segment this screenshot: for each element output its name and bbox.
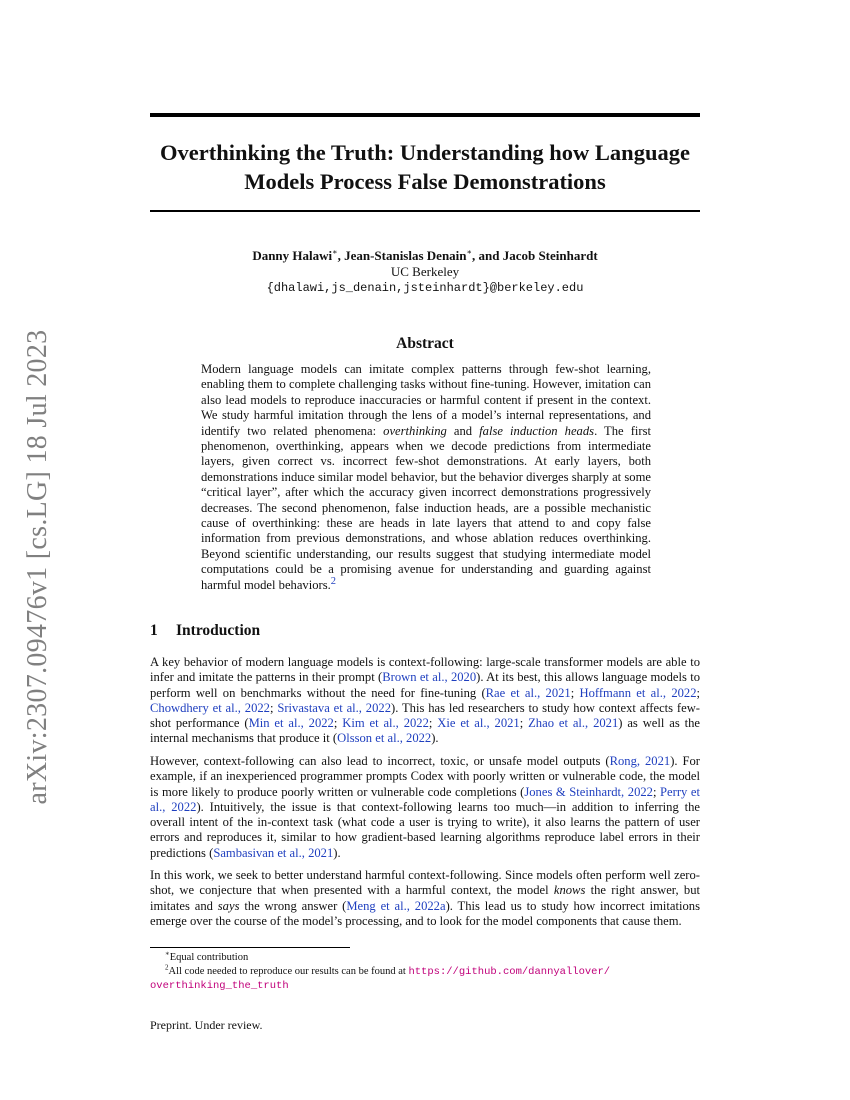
citation-link[interactable]: Rong, 2021 [609,754,671,768]
citation-link[interactable]: Meng et al., 2022a [346,898,446,913]
citation-separator: ; [333,716,343,731]
citation-link[interactable]: Kim et al., 2022 [342,716,429,731]
footnote-mark: ∗ [165,949,170,958]
author-separator: , and [471,248,503,263]
page-footer: Preprint. Under review. [150,1018,263,1032]
paragraph-text: ). Intuitively, the issue is that context-following learns too much—in addition to inferring the overall intent of the in-context task (what code a user is trying to write), it also learns the pattern of user errors and reproduces it, similar to how gradient-based learning algorithms reproduce label errors in their predictions ( [150,799,700,860]
paragraph-text: In this work, we seek to better understand harmful context-following. Since models often perform well zero-shot, we conjecture that when presented with a harmful context, the model [150,868,700,898]
citation-separator: ; [519,716,529,731]
footnote-divider [150,947,350,948]
footnote-text: All code needed to reproduce our results can be found at [168,965,409,977]
intro-paragraph-1 [150,655,700,747]
citation-link[interactable]: Sambasivan et al., 2021 [213,845,334,860]
abstract-emphasis-false-induction-heads: false induction heads [479,423,595,438]
author-2: Jean-Stanislas Denain [344,248,467,263]
paragraph-text: ). This has led researchers to study how context affects few-shot performance ( [150,700,701,731]
citation-separator: ; [428,716,438,731]
citation-link[interactable]: Srivastava et al., 2022 [277,700,391,715]
citation-link[interactable]: Rae et al., 2021 [485,685,571,700]
paragraph-text: A key behavior of modern language models is context-following: large-scale transformer models are able to infer and imitate the patterns in their prompt ( [150,655,700,685]
title-rule-bottom [150,210,700,212]
abstract-emphasis-overthinking: overthinking [383,423,447,438]
citation-separator: ; [269,700,278,715]
title-rule-top [150,113,700,117]
author-3: Jacob Steinhardt [502,248,598,263]
footnote-equal-contribution [150,951,700,965]
footnote-mark: 2 [165,963,169,971]
arxiv-identifier-stamp: arXiv:2307.09476v1 [cs.LG] 18 Jul 2023 [22,329,53,805]
footnote-text: Equal contribution [169,952,249,963]
paragraph-text: ). For example, if an inexperienced programmer prompts Codex with poorly written or vulnerable code, the model is more likely to produce poorly written or vulnerable code completions ( [150,754,700,799]
citation-link[interactable]: Zhao et al., 2021 [528,716,619,731]
intro-paragraph-2 [150,754,700,861]
paper-title: Overthinking the Truth: Understanding how Language Models Process False Demonstrations [160,140,690,194]
section-number: 1 [150,622,158,639]
citation-link[interactable]: Jones & Steinhardt, 2022 [524,784,653,799]
citation-link[interactable]: Olsson et al., 2022 [337,731,432,746]
intro-paragraph-3 [150,868,700,929]
citation-separator: ; [696,685,701,700]
footnotes [150,951,700,994]
affiliation: UC Berkeley [390,264,460,279]
paragraph-text: ). [431,731,439,746]
section-heading-introduction [150,621,260,641]
citation-link[interactable]: Brown et al., 2020 [382,670,477,685]
paragraph-text: ) as well as the internal mechanisms that produce it ( [150,716,700,746]
citation-link[interactable]: Chowdhery et al., 2022 [150,700,270,715]
author-names: Danny Halawi∗, Jean-Stanislas Denain∗, and Jacob Steinhardt [252,247,598,263]
abstract-text-part: Modern language models can imitate complex patterns through few-shot learning, enabling them to complete challenging tasks without fine-tuning. However, imitation can also lead models to reproduce inaccuracies or harmful content if present in the context. We study harmful imitation through the lens of a model’s internal representations, and identify two related phenomena: [201,362,651,438]
footnote-code-link [150,965,700,994]
emphasis-says: says [217,898,240,913]
paragraph-text: the wrong answer ( [239,898,347,913]
author-1: Danny Halawi [252,248,333,263]
paragraph-text: ). This lead us to study how incorrect imitations emerge over the course of the model’s processing, and to look for the model components that cause them. [150,898,701,928]
paragraph-text: ). [333,845,341,860]
paragraph-text: the right answer, but imitates and [150,883,700,913]
abstract-footnote-link[interactable]: 2 [330,575,337,587]
github-url-part: https://github.com/dannyallover/ [408,965,611,978]
author-emails: {dhalawi,js_denain,jsteinhardt}@berkeley.edu [266,281,584,295]
abstract-text-part: and [446,423,480,438]
section-title: Introduction [176,622,261,639]
citation-link[interactable]: Xie et al., 2021 [437,716,520,731]
github-url-part: overthinking_the_truth [150,980,289,992]
paragraph-text: ). At its best, this allows language models to perform well on benchmarks without the need for fine-tuning ( [150,670,701,700]
citation-link[interactable]: Min et al., 2022 [248,716,334,731]
abstract-text-part: . The first phenomenon, overthinking, appears when we decode predictions from intermediate layers, given correct vs. incorrect few-shot demonstrations. At early layers, both demonstrations induce similar model behavior, but the behavior diverges sharply at some “critical layer”, after which the accuracy given incorrect demonstrations progressively decreases. The second phenomenon, false induction heads, are a possible mechanistic cause of overthinking: these are heads in late layers that attend to and copy false information from previous demonstrations, and whose ablation reduces overthinking. Beyond scientific understanding, our results suggest that studying intermediate model computations could be a promising avenue for understanding and guarding against harmful model behaviors. [201,423,651,592]
author-block [150,248,700,296]
abstract-heading: Abstract [396,335,454,352]
paragraph-text: However, context-following can also lead to incorrect, toxic, or unsafe model outputs ( [150,754,610,768]
citation-link[interactable]: Hoffmann et al., 2022 [579,685,697,700]
citation-link[interactable]: Perry et al., 2022 [150,784,700,814]
emphasis-knows: knows [553,883,586,898]
abstract-text [201,362,651,593]
citation-separator: ; [652,784,661,799]
author-2-mark: ∗ [466,247,472,257]
citation-separator: ; [570,685,580,700]
author-1-mark: ∗ [332,247,338,257]
